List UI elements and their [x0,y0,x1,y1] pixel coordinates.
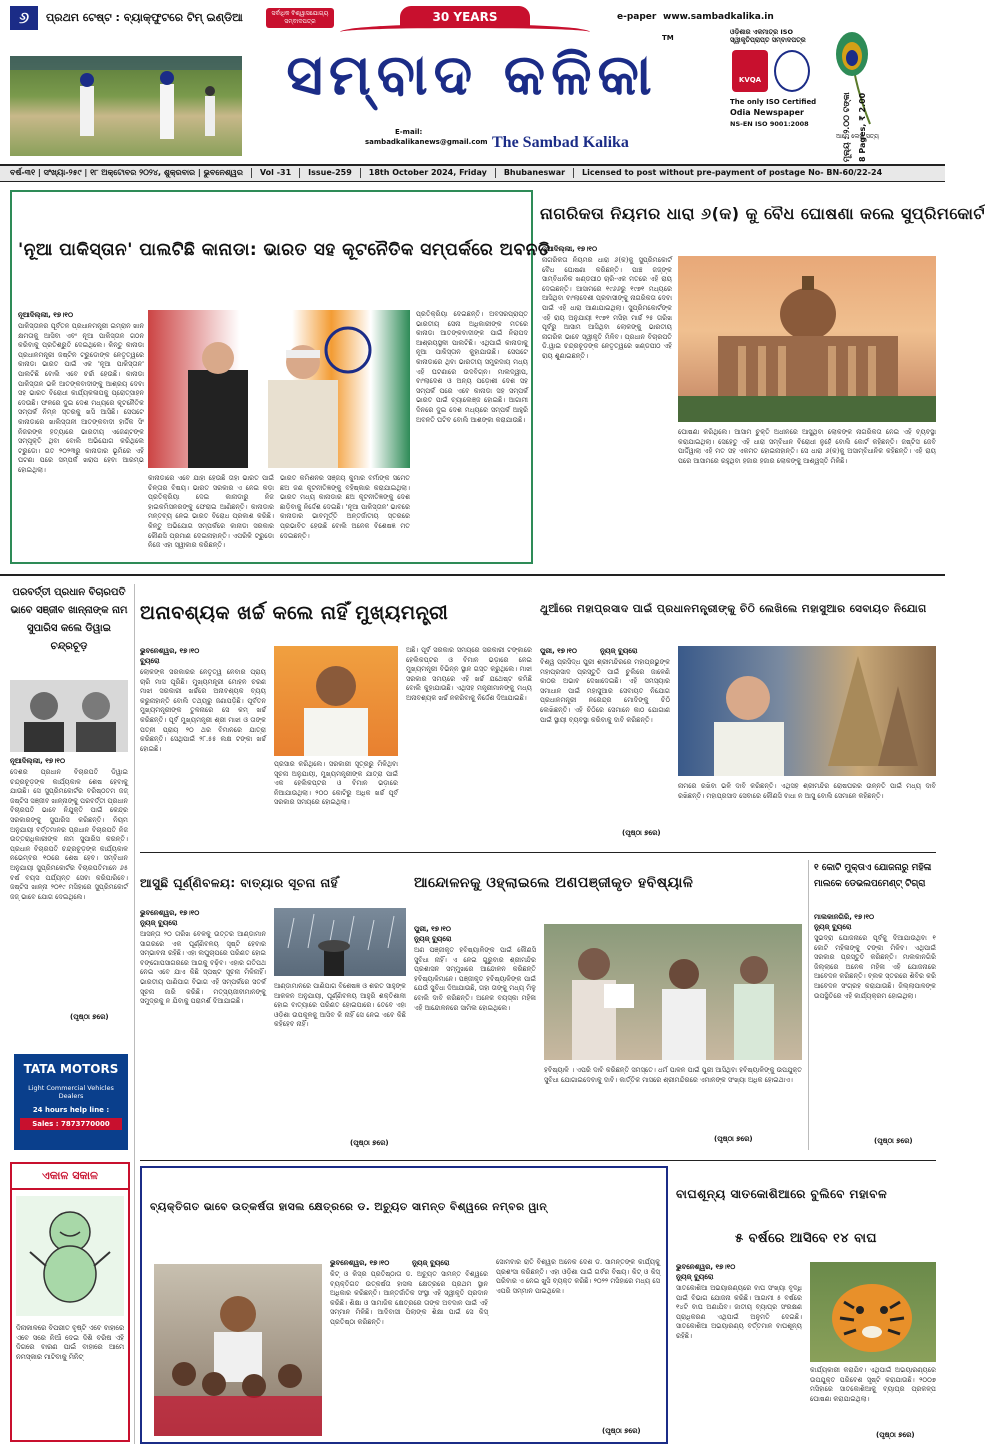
cji-headline: ପରବର୍ତ୍ତୀ ପ୍ରଧାନ ବିଚାରପତି ଭାବେ ସଞ୍ଜୀବ ଖାନ୍ନାଙ୍କ ନାମ ସୁପାରିସ କଲେ ଡିୱାଇ ଚନ୍ଦ୍ରଚୂଡ଼ [10,587,128,652]
cyclone-bureau: ନ୍ୟୁଜ୍ ବ୍ୟୁରୋ [140,919,178,927]
section-divider-3 [140,1160,936,1161]
section-divider [0,574,945,576]
iso-odia: ଓଡ଼ିଶାର ଏକମାତ୍ର ISO ସ୍ୱୀକୃତିପ୍ରାପ୍ତ ସମ୍ବାଦପତ୍ର [730,28,806,44]
puri-bureau: ନ୍ୟୁଜ୍ ବ୍ୟୁରୋ [600,647,638,655]
cm-bureau: ବ୍ୟୁରୋ [140,657,160,665]
women-body: ସୁଭଦ୍ରା ଯୋଜନାରେ ପୂର୍ବକୁ ଦିଆଯାଉଥିବା ୧ କୋଟି ମହିଳାଙ୍କୁ ଟଙ୍କା ମିଳିବ। ଏଥିପାଇଁ ସରକାର ପ୍ରସ୍ତୁତି କରିଛନ୍ତି। ମାଲକାନଗିରି ଜିଲ୍ଲାରେ ଅନେକ ମହିଳା ଏହି ଯୋଜନାରେ ଆବେଦନ କରିଛନ୍ତି। ବ୍ଲକ ସ୍ତରରେ ଶିବିର କରି ଆବେଦନ ସଂଗ୍ରହ କରାଯାଉଛି। ଜିଲ୍ଲାପାଳଙ୍କ ଉପସ୍ଥିତିରେ ଏହି କାର୍ଯ୍ୟକ୍ରମ ହୋଇଥିଲା। [814,934,936,1000]
cyclone-col2: ଆଣ୍ଡାମାନରେ ପାଣିପାଗ ବିଶେଷଜ୍ଞ ଓ ଶରତ ସାହୁଙ୍କ ଆକଳନ ଅନୁଯାୟୀ, ଘୂର୍ଣ୍ଣିବଳୟ ଆହୁରି ଶକ୍ତିଶାଳୀ ହୋଇ ବାତ୍ୟାରେ ପରିଣତ ହୋଇପାରେ। ତେବେ ଏହା ଓଡ଼ିଶା ଉପକୂଳକୁ ଆସିବ କି ନାହିଁ ସେ ନେଇ ଏବେ କିଛି କହିହେବ ନାହିଁ। [274,982,406,1029]
tiger-continued: (ପୃଷ୍ଠା ୭ରେ) [876,1431,915,1439]
canada-col3: ଭାରତ କମିଶନର ସଞ୍ଜୟ କୁମାର ବର୍ମାଙ୍କ ସମେତ ଛଅ ଜଣ କୂଟନୀତିଜ୍ଞଙ୍କୁ ବହିଷ୍କାର କରାଯାଇଥିଲା। ଭାରତ ମଧ୍ୟ କାନାଡାର ଛଅ କୂଟନୀତିଜ୍ଞଙ୍କୁ ଦେଶ ଛାଡ଼ିବାକୁ ନିର୍ଦ୍ଦେଶ ଦେଇଛି। 'ନୂଆ ପାକିସ୍ତାନ' ଭାବରେ କାନାଡାର ଭାବମୂର୍ତ୍ତି ଅନ୍ତର୍ଜାତୀୟ ସ୍ତରରେ ପ୍ରଭାବିତ ହେଉଛି ବୋଲି ଅନେକ ବିଶେଷଜ୍ଞ ମତ ଦେଇଛନ୍ତି। [280,474,410,540]
chief-minister-photo [274,646,398,756]
iso-line1: The only ISO Certified [730,98,817,106]
cm-article [140,584,532,844]
tiger-dateline: ଭୁବନେଶ୍ୱର, ୧୭।୧୦ [676,1263,736,1271]
protest-bureau: ନ୍ୟୁଜ୍ ବ୍ୟୁରୋ [414,935,452,943]
tata-sales: Sales : 7873770000 [20,1118,122,1130]
kvqa-logo [732,50,768,92]
protest-photo [544,924,802,1060]
tiger-bureau: ନ୍ୟୁଜ୍ ବ୍ୟୁରୋ [676,1273,714,1281]
protest-dateline: ପୁରୀ, ୧୭।୧୦ [414,925,451,933]
cji-continued: (ପୃଷ୍ଠା ୭ରେ) [70,1013,109,1021]
pages-label: 8 Pages, ₹ 2.00 [858,92,867,162]
email-label: E-mail: [395,128,423,136]
red-arc [340,24,590,40]
puri-mahaprasad-article [540,584,936,844]
issue-date: 18th October 2024, Friday [368,168,487,177]
column-rule [134,584,135,1444]
tata-brand: TATA MOTORS [23,1062,119,1076]
epaper-label: e-paper [617,12,657,22]
sc-col2: ଘୋଷଣା କରିଥିଲେ। ଆସାମ ଚୁକ୍ତି ଅଧୀନରେ ଆସୁଥିବା ଲୋକଙ୍କ ନାଗରିକତା ନେଇ ଏହି ବ୍ୟବସ୍ଥା କରାଯାଇଥିଲା। ସେହେତୁ ଏହି ଧାରା ସମ୍ବିଧାନ ବିରୋଧୀ ନୁହେଁ ବୋଲି କୋର୍ଟ କହିଛନ୍ତି। ଜଷ୍ଟିସ ଜେବି ପାର୍ଦ୍ଦିୱାଲା ଏହି ମତ ସହ ଏକମତ ହୋଇନାହାନ୍ତି। ସେ ଧାରା ୬(କ)କୁ ଅସାମ୍ବିଧାନିକ କହିଛନ୍ତି। ଏହି ରାୟ ପରେ ଆସାମରେ ରହୁଥିବା ହଜାର ହଜାର ଲୋକଙ୍କୁ ଆଶ୍ୱସ୍ତି ମିଳିଛି। [678,428,936,465]
masthead [0,0,945,162]
tiger-article [676,1166,936,1444]
city: Bhubaneswar [503,168,566,177]
protest-col1: ଅଣ ପଞ୍ଜୀକୃତ ହବିଷ୍ୟାଳିଙ୍କ ପାଇଁ କୌଣସି ସୁବିଧା ନାହିଁ। ଏ ନେଇ ଗୁରୁବାର ଶ୍ରୀମନ୍ଦିର ପ୍ରଶାସନ ସମ୍ମୁଖରେ ଆନ୍ଦୋଳନ କରିଛନ୍ତି ହବିଷ୍ୟାଳିମାନେ। ପଞ୍ଜୀକୃତ ହବିଷ୍ୟାଳିଙ୍କ ପାଇଁ ଯେଉଁ ସୁବିଧା ଦିଆଯାଉଛି, ତାହା ତାଙ୍କୁ ମଧ୍ୟ ମିଳୁ ବୋଲି ଦାବି କରିଛନ୍ତି। ଅନେକ ବୟସ୍କା ମହିଳା ଏହି ଆନ୍ଦୋଳନରେ ସାମିଲ ହୋଇଥିଲେ। [414,946,536,1012]
protest-col2: ହବିଷ୍ୟାଳି । ଏପରି ଦାବି କରିଛନ୍ତି ସମସ୍ତେ। ଧର୍ମ ପାଳନ ପାଇଁ ପୁରୀ ଆସିଥିବା ହବିଷ୍ୟାଳିଙ୍କୁ ଉପଯୁକ୍ତ ସୁବିଧା ଯୋଗାଇଦେବାକୁ ଦାବି। କାର୍ତ୍ତିକ ମାସରେ ଶ୍ରୀମନ୍ଦିରରେ ଏମାନଙ୍କ ସଂଖ୍ୟା ଅଧିକ ହୋଇଥାଏ। [544,1066,802,1084]
section-divider-2 [140,852,936,853]
cyclone-continued: (ପୃଷ୍ଠା ୭ରେ) [350,1139,389,1147]
cricket-photo [10,56,242,156]
protest-headline: ଆନ୍ଦୋଳନକୁ ଓହ୍ଲାଇଲେ ଅଣପଞ୍ଜୀକୃତ ହବିଷ୍ୟାଳି [414,875,694,891]
puri-col2: ନାମରେ ରଖିବା ଭଳି ଦାବି କରିଛନ୍ତି। ଏଥିସହ ଶ୍ରୀମନ୍ଦିର ରୋଷଘରର ଉନ୍ନତି ପାଇଁ ମଧ୍ୟ ଦାବି ରଖିଛନ୍ତି। ମହାପ୍ରସାଦ ସେବାରେ କୌଣସି ବାଧା ନ ଆସୁ ବୋଲି ସେମାନେ କହିଛନ୍ତି। [678,782,936,800]
ekal-sakal-cartoon [10,1162,130,1442]
achyuta-col2: ସୋମବାର ରାତି ବିଶ୍ୱର ଅନେକ ଦେଶ ଡ. ସାମନ୍ତଙ୍କ କାର୍ଯ୍ୟକୁ ପ୍ରଶଂସା କରିଛନ୍ତି। ଏହା ଓଡ଼ିଶା ପାଇଁ ଗର୍ବର ବିଷୟ। କିଟ୍ ଓ କିସ୍ ପରିବାର ଏ ନେଇ ଖୁସି ବ୍ୟକ୍ତ କରିଛି। ୨୦୨୨ ମସିହାରେ ମଧ୍ୟ ସେ ଏପରି ସମ୍ମାନ ପାଇଥିଲେ। [496,1258,660,1295]
tiger-photo [810,1262,936,1362]
cm-col3: ଅଛି। ପୂର୍ବ ସରକାର ସମୟରେ ସରକାରୀ ଟଙ୍କାରେ ହେଲିକପ୍ଟର ଓ ବିମାନ ଭଡ଼ାରେ ନେଇ ମୁଖ୍ୟମନ୍ତ୍ରୀ ବିଭିନ୍ନ ସ୍ଥାନ ଗସ୍ତ କରୁଥିଲେ। ମାଝୀ ସରକାର ସମୟରେ ଏହି ଖର୍ଚ୍ଚ ଯଥେଷ୍ଟ କମିଛି ବୋଲି କୁହାଯାଉଛି। ଏଥିସହ ମନ୍ତ୍ରୀମାନଙ୍କୁ ମଧ୍ୟ ଅନାବଶ୍ୟକ ଖର୍ଚ୍ଚ ନକରିବାକୁ ନିର୍ଦ୍ଦେଶ ଦିଆଯାଇଛି। [406,646,532,702]
puri-headline: ଥୁଆଁରେ ମହାପ୍ରସାଦ ପାଇଁ ପ୍ରଧାନମନ୍ତ୍ରୀଙ୍କୁ ଚିଠି ଲେଖିଲେ ମହାସୁଆର ସେବାୟତ ନିଯୋଗ [540,603,927,615]
supreme-court-photo [678,256,936,422]
achyuta-dateline: ଭୁବନେଶ୍ୱର, ୧୭।୧୦ [330,1259,390,1267]
motto: ଆମେ ଲେଖୁ ସତ୍ୟ [836,133,879,140]
women-continued: (ପୃଷ୍ଠା ୭ରେ) [874,1137,913,1145]
cartoon-caption: ଦିନାକାଳରେ ବିପରୀତ ବୃଷ୍ଟି ଏବେ ବାହାରେ ଏବେ ସରେ ନିଆଁ ଦେଇ ଦିଶି ବରିଷ ଏହି ଦିଗରେ ବାରଣ ପାଇଁ ବାହାରେ ଆମେ ନମସ୍କାର ମାଟିବାକୁ ମିନିଟ୍ [16,1324,124,1361]
cm-col2: ପ୍ରସାର କରିଥିଲେ। ସରକାରୀ ସୂତ୍ରରୁ ମିଳିଥିବା ସୂଚନା ଅନୁଯାୟୀ, ମୁଖ୍ୟମନ୍ତ୍ରୀଙ୍କ ଯାତ୍ରା ପାଇଁ ଏକ ହେଲିକପ୍ଟର ଓ ବିମାନ ଭଡ଼ାରେ ନିଆଯାଉଥିଲା। ୨୦୦ କୋଟିରୁ ଅଧିକ ଖର୍ଚ୍ଚ ପୂର୍ବ ସରକାର ସମୟରେ ହୋଇଥିଲା। [274,760,398,807]
canada-article [10,190,551,564]
price-label: ମୂଲ୍ୟ : ୨.୦୦ ଟଙ୍କା [842,92,851,162]
issue-number: Issue-259 [308,168,352,177]
canada-dateline: ନୂଆଦିଲ୍ଲୀ, ୧୭।୧୦ [18,311,74,319]
rain-photo [274,908,406,976]
cm-headline: ଅନାବଶ୍ୟକ ଖର୍ଚ୍ଚ କଲେ ନାହିଁ ମୁଖ୍ୟମନ୍ତ୍ରୀ [140,602,449,624]
puri-col1: ବିଶ୍ୱ ପ୍ରସିଦ୍ଧ ପୁରୀ ଶ୍ରୀମନ୍ଦିରରେ ମହାପ୍ରଭୁଙ୍କ ମହାପ୍ରସାଦ ପ୍ରସ୍ତୁତି ପାଇଁ ଚୁଲିରେ ଜାଳେଣି କାଠର ଅଭାବ ଦେଖାଦେଇଛି। ଏହି ସମସ୍ୟାର ସମାଧାନ ପାଇଁ ମହାସୁଆର ସେବାୟତ ନିଯୋଗ ପ୍ରଧାନମନ୍ତ୍ରୀ ନରେନ୍ଦ୍ର ମୋଦିଙ୍କୁ ଚିଠି ଲେଖିଛନ୍ତି। ଏହି ଚିଠିରେ ସେମାନେ କାଠ ଯୋଗାଣ ପାଇଁ ସ୍ଥାୟୀ ବ୍ୟବସ୍ଥା କରିବାକୁ ଦାବି କରିଛନ୍ତି। [540,658,670,724]
tata-motors-ad[interactable] [14,1054,128,1150]
women-dateline: ମାଲକାନଗିରି, ୧୭।୧୦ [814,913,875,921]
supreme-court-article [540,190,985,564]
trademark: TM [662,34,674,42]
nab-logo [774,50,810,92]
odia-issue-info: ବର୍ଷ-୩୧ | ସଂଖ୍ୟା-୨୫୯ | ୧୮ ଅକ୍ଟୋବର ୨୦୨୪, ଶୁକ୍ରବାର | ଭୁବନେଶ୍ୱର [10,168,243,177]
students-photo [154,1264,322,1436]
anniversary-badge: 30 YEARS [400,6,530,28]
page-number: ୬ [10,6,38,30]
canada-col1: ପାକିସ୍ତାନର ପୂର୍ବତନ ପ୍ରଧାନମନ୍ତ୍ରୀ ଇମ୍ରାନ ଖାନ କ୍ଷମତାକୁ ଆସିବା ଏବଂ ନୂଆ ପାକିସ୍ତାନ ଗଠନ କରିବାକୁ ପ୍ରତିଶ୍ରୁତି ଦେଇଥିଲେ। କିନ୍ତୁ କାନାଡା ପ୍ରଧାନମନ୍ତ୍ରୀ ଜଷ୍ଟିନ ଟ୍ରୁଡୋଙ୍କ ନେତୃତ୍ୱରେ କାନାଡା ଭାରତ ପାଇଁ ଏକ 'ନୂଆ ପାକିସ୍ତାନ' ପାଲଟିଛି ବୋଲି ଏବେ ଚର୍ଚ୍ଚା ହେଉଛି। କାନାଡା ପାକିସ୍ତାନ ଭଳି ଆତଙ୍କବାଦୀଙ୍କୁ ଆଶ୍ରୟ ଦେବା ସହ ଭାରତ ବିରୋଧୀ କାର୍ଯ୍ୟକଳାପକୁ ପ୍ରୋତ୍ସାହନ ଦେଉଛି। ଫଳରେ ଦୁଇ ଦେଶ ମଧ୍ୟରେ କୂଟନୈତିକ ସମ୍ପର୍କ ନିମ୍ନ ସ୍ତରକୁ ଖସି ଆସିଛି। ସେପଟେ କାନାଡାରେ ଖାଲିସ୍ତାନୀ ଆତଙ୍କବାଦୀ ହାର୍ଦ୍ଦିକ ସିଂ ନିଜରଙ୍କ ହତ୍ୟାରେ ଭାରତୀୟ ଏଜେଣ୍ଟଙ୍କ ସମ୍ପୃକ୍ତି ଥିବା ବୋଲି ଅଭିଯୋଗ କରିଥିଲେ ଟ୍ରୁଡୋ। ଗତ ୨୦୨୩ରୁ କାନାଡାର ଭୂମିରେ ଏହି ଘଟଣା ପରେ ସମ୍ପର୍କ ଖରାପ ହେବା ଆରମ୍ଭ ହୋଇଥିଲା। [18,322,144,474]
cji-article [10,584,130,1024]
tata-line1: Light Commercial Vehicles [28,1084,114,1092]
achyuta-headline: ବ୍ୟକ୍ତିଗତ ଭାବେ ଉତ୍କର୍ଷତା ହାସଲ କ୍ଷେତ୍ରରେ ଡ. ଅଚ୍ୟୁତ ସାମନ୍ତ ବିଶ୍ୱରେ ନମ୍ବର ୱାନ୍ [150,1201,548,1213]
email-address: sambadkalikanews@gmail.com [365,138,488,146]
canada-col2: କାନାଡାରେ ଏବେ ଯାହା ହେଉଛି ତାହା ଭାରତ ପାଇଁ ଚିନ୍ତାର ବିଷୟ। ଭାରତ ସରକାର ଏ ନେଇ କଡ଼ା ପ୍ରତିକ୍ରିୟା ଦେଇ କାନାଡାରୁ ନିଜ ହାଇକମିସନରଙ୍କୁ ଫେରାଇ ଆଣିଛନ୍ତି। କାନାଡାର ମନ୍ତବ୍ୟ ନେଇ ଭାରତ ବିରୋଧ ପ୍ରକାଶ କରିଛି। କିନ୍ତୁ ଅଭିଯୋଗ ସମ୍ପର୍କରେ କାନାଡା ସରକାର କୌଣସି ପ୍ରମାଣ ଦେଇନାହାନ୍ତି। ଏପରିକି ଟ୍ରୁଡୋ ନିଜେ ଏହା ସ୍ୱୀକାର କରିଛନ୍ତି। [148,474,274,550]
canada-headline: 'ନୂଆ ପାକିସ୍ତାନ' ପାଲଟିଛି କାନାଡା: ଭାରତ ସହ କୂଟନୈତିକ ସମ୍ପର୍କରେ ଅବନତି [18,240,551,260]
tiger-subhead: ୫ ବର୍ଷରେ ଆସିବେ ୧୪ ବାଘ [735,1231,877,1246]
tata-helpline: 24 hours help line : [32,1106,110,1114]
puri-dateline: ପୁରୀ, ୧୭।୧୦ [540,647,577,655]
cm-dateline: ଭୁବନେଶ୍ୱର, ୧୭।୧୦ [140,647,200,655]
cyclone-article [140,860,406,1150]
tagline-badge: ସର୍ବାଧିକ ବିଶ୍ୱାସଯୋଗ୍ୟ ସମ୍ବାଦପତ୍ର [266,8,334,28]
achyuta-col1: କିଟ୍ ଓ କିସ୍‌ର ପ୍ରତିଷ୍ଠାତା ଡ. ଅଚ୍ୟୁତ ସାମନ୍ତ ବିଶ୍ୱରେ ବ୍ୟକ୍ତିଗତ ଉତ୍କର୍ଷତା ହାସଲ କ୍ଷେତ୍ରରେ ପ୍ରଥମ ସ୍ଥାନ ଅଧିକାର କରିଛନ୍ତି। ଆନ୍ତର୍ଜାତିକ ସଂସ୍ଥା ଏହି ସ୍ୱୀକୃତି ପ୍ରଦାନ କରିଛି। ଶିକ୍ଷା ଓ ସାମାଜିକ କ୍ଷେତ୍ରରେ ତାଙ୍କ ଅବଦାନ ପାଇଁ ଏହି ସମ୍ମାନ ମିଳିଛି। ଆଦିବାସୀ ପିଲାଙ୍କ ଶିକ୍ଷା ପାଇଁ ସେ କିସ୍ ପ୍ରତିଷ୍ଠା କରିଛନ୍ତି। [330,1270,488,1326]
tiger-col1: ସାତକୋଶିଆ ଅଭୟାରଣ୍ୟରେ ବାଘ ସଂଖ୍ୟା ବୃଦ୍ଧି ପାଇଁ ବିଭାଗ ଯୋଜନା କରିଛି। ଆଗାମୀ ୫ ବର୍ଷରେ ୧୪ଟି ବାଘ ଅଣାଯିବ। ଜାତୀୟ ବ୍ୟାଘ୍ର ସଂରକ୍ଷଣ ପ୍ରାଧିକରଣ ଏଥିପାଇଁ ଅନୁମତି ଦେଇଛି। ସାତକୋଶିଆ ଅଭୟାରଣ୍ୟ ବର୍ତ୍ତମାନ ବାଘଶୂନ୍ୟ ରହିଛି। [676,1284,802,1340]
modi-temple-photo [678,646,936,776]
postal-license: Licensed to post without pre-payment of postage No- BN-60/22-24 [582,168,883,177]
english-name: The Sambad Kalika [492,134,629,151]
trudeau-modi-photo [148,310,410,468]
puri-continued: (ପୃଷ୍ଠା ୭ରେ) [622,829,661,837]
achyuta-continued: (ପୃଷ୍ଠା ୭ରେ) [602,1427,641,1435]
website-link[interactable]: www.sambadkalika.in [663,12,774,22]
sc-dateline: ନୂଆଦିଲ୍ଲୀ, ୧୭।୧୦ [542,245,598,253]
achyuta-samanta-article [140,1166,668,1444]
achyuta-bureau: ନ୍ୟୁଜ୍ ବ୍ୟୁରୋ [412,1259,450,1267]
protest-continued: (ପୃଷ୍ଠା ୭ରେ) [714,1135,753,1143]
tiger-headline: ବାଘଶୂନ୍ୟ ସାତକୋଶିଆରେ ବୁଲିବେ ମହାବଳ [676,1187,888,1201]
peacock-feather-icon [830,26,880,126]
iso-line3: NS-EN ISO 9001:2008 [730,120,809,128]
cji-dateline: ନୂଆଦିଲ୍ଲୀ, ୧୭।୧୦ [10,757,66,765]
cartoon-drawing [16,1196,124,1316]
women-headline: ୧ କୋଟି ମୁକ୍ତାଏ ଯୋଜନାରୁ ମହିଳା ମାଲକେ ଡେଭଲପମେଣ୍ଟ୍ ଟିଗ୍ରା [814,863,932,889]
brief-headline: ପ୍ରଥମ ଟେଷ୍ଟ : ବ୍ୟାକ୍‌ଫୁଟରେ ଟିମ୍ ଇଣ୍ଡିଆ [46,11,243,24]
cyclone-dateline: ଭୁବନେଶ୍ୱର, ୧୭।୧୦ [140,909,200,917]
women-scheme-article [814,860,936,1150]
sc-headline: ନାଗରିକତା ନିୟମର ଧାରା ୬(କ) କୁ ବୈଧ ଘୋଷଣା କଲେ ସୁପ୍ରିମକୋର୍ଟ [540,204,985,223]
cm-col1: ଲୋକଙ୍କ ସରକାରର ନେତୃତ୍ୱ ନେବାର ପ୍ରାୟ ଚାରି ମାସ ପୂରିଛି। ମୁଖ୍ୟମନ୍ତ୍ରୀ ମୋହନ ଚରଣ ମାଝୀ ସରକାରୀ ଖର୍ଚ୍ଚରେ ଅନାବଶ୍ୟକ ବ୍ୟୟ କରୁନାହାନ୍ତି ବୋଲି ତଥ୍ୟରୁ ଜଣାପଡ଼ିଛି। ପୂର୍ବତନ ମୁଖ୍ୟମନ୍ତ୍ରୀଙ୍କ ତୁଳନାରେ ସେ କମ୍ ଖର୍ଚ୍ଚ କରିଛନ୍ତି। ପୂର୍ବ ମୁଖ୍ୟମନ୍ତ୍ରୀ ଶ୍ରୀ ମାଝୀ ଓ ତାଙ୍କ ପତ୍ନୀ ପ୍ରାୟ ୨୦ ଥର ବିମାନରେ ଯାତ୍ରା କରିଛନ୍ତି। ସେଥିପାଇଁ ୨୮.୫୫ ଲକ୍ଷ ଟଙ୍କା ଖର୍ଚ୍ଚ ହୋଇଛି। [140,668,266,753]
tiger-col2: କାର୍ଯ୍ୟକାରୀ କରାଯିବ। ଏଥିପାଇଁ ଅଭୟାରଣ୍ୟରେ ଉପଯୁକ୍ତ ପରିବେଶ ସୃଷ୍ଟି କରାଯାଉଛି। ୨୦୦୭ ମସିହାରେ ସାତକୋଶିଆକୁ ବ୍ୟାଘ୍ର ପ୍ରକଳ୍ପ ଘୋଷଣା କରାଯାଇଥିଲା। [810,1366,936,1403]
cyclone-headline: ଆସୁଛି ଘୂର୍ଣ୍ଣିବଳୟ: ବାତ୍ୟାର ସୂଚନା ନାହିଁ [140,876,339,890]
column-rule-2 [808,860,809,1150]
volume: Vol -31 [259,168,292,177]
issue-info-bar [0,164,945,182]
women-bureau: ନ୍ୟୁଜ୍ ବ୍ୟୁରୋ [814,923,852,931]
cji-photo [10,680,128,752]
tata-line2: Dealers [58,1092,84,1100]
iso-line2: Odia Newspaper [730,108,804,117]
cyclone-col1: ଆସନ୍ତା ୨୦ ତାରିଖ ବେଳକୁ ଉତ୍ତର ଆଣ୍ଡାମାନ ସାଗରରେ ଏକ ଘୂର୍ଣ୍ଣିବଳୟ ସୃଷ୍ଟି ହେବାର ସମ୍ଭାବନା ରହିଛି। ଏହା ଲଘୁଚାପରେ ପରିଣତ ହୋଇ ବଙ୍ଗୋପସାଗରରେ ଆଗକୁ ବଢ଼ିବ। ଏହାର ଗତିପଥ ନେଇ ଏବେ ଯାଏ କିଛି ସ୍ପଷ୍ଟ ସୂଚନା ମିଳିନାହିଁ। ଭାରତୀୟ ପାଣିପାଗ ବିଭାଗ ଏହି ସମ୍ପର୍କରେ ସତର୍କ ସୂଚନା ଜାରି କରିଛି। ମତ୍ସ୍ୟଜୀବୀମାନଙ୍କୁ ସମୁଦ୍ରକୁ ନ ଯିବାକୁ ପରାମର୍ଶ ଦିଆଯାଇଛି। [140,930,266,1006]
cartoon-title: ଏକାଳ ସକାଳ [12,1164,128,1190]
cji-body: ଦେଶର ପ୍ରଧାନ ବିଚାରପତି ଡିୱାଇ ଚନ୍ଦ୍ରଚୂଡ଼ଙ୍କ କାର୍ଯ୍ୟକାଳ ଶେଷ ହେବାକୁ ଯାଉଛି। ସେ ସୁପ୍ରିମକୋର୍ଟର ବରିଷ୍ଠତମ ଜଜ୍ ଜଷ୍ଟିସ ସଞ୍ଜୀବ ଖାନ୍ନାଙ୍କୁ ପରବର୍ତ୍ତୀ ପ୍ରଧାନ ବିଚାରପତି ଭାବେ ନିଯୁକ୍ତି ପାଇଁ କେନ୍ଦ୍ର ସରକାରଙ୍କୁ ସୁପାରିସ କରିଛନ୍ତି। ନିୟମ ଅନୁଯାୟୀ ବର୍ତ୍ତମାନର ପ୍ରଧାନ ବିଚାରପତି ନିଜ ଉତ୍ତରାଧିକାରୀଙ୍କ ନାମ ସୁପାରିସ କରନ୍ତି। ପ୍ରଧାନ ବିଚାରପତି ଚନ୍ଦ୍ରଚୂଡ଼ଙ୍କ କାର୍ଯ୍ୟକାଳ ନଭେମ୍ବର ୧୦ରେ ଶେଷ ହେବ। ସମ୍ବିଧାନ ଅନୁଯାୟୀ ସୁପ୍ରିମକୋର୍ଟର ବିଚାରପତିମାନେ ୬୫ ବର୍ଷ ବୟସ ପର୍ଯ୍ୟନ୍ତ ସେବା କରିପାରିବେ। ଜଷ୍ଟିସ ଖାନ୍ନା ୨୦୧୯ ମସିହାରେ ସୁପ୍ରିମକୋର୍ଟ ଜଜ୍ ଭାବେ ଯୋଗ ଦେଇଥିଲେ। [10,768,128,901]
sc-col1: ନାଗରିକତା ନିୟମର ଧାରା ୬(କ)କୁ ସୁପ୍ରିମକୋର୍ଟ ବୈଧ ଘୋଷଣା କରିଛନ୍ତି। ପାଞ୍ଚ ଜଜ୍‌ଙ୍କ ସାମ୍ବିଧାନିକ ଖଣ୍ଡପୀଠ ଚାରି-ଏକ ମତରେ ଏହି ରାୟ ଦେଇଛନ୍ତି। ଆସାମରେ ୧୯୬୬ରୁ ୧୯୭୧ ମଧ୍ୟରେ ଆସିଥିବା ବାଂଲାଦେଶୀ ପ୍ରବାସୀଙ୍କୁ ନାଗରିକତା ଦେବା ପାଇଁ ଏହି ଧାରା ଆଣାଯାଇଥିଲା। ସୁପ୍ରିମକୋର୍ଟଙ୍କ ଏହି ରାୟ ଅନୁଯାୟୀ ୧୯୭୧ ମସିହା ମାର୍ଚ୍ଚ ୨୫ ତାରିଖ ପୂର୍ବରୁ ଆସାମ ଆସିଥିବା ଲୋକଙ୍କୁ ଭାରତୀୟ ନାଗରିକ ଭାବେ ସ୍ୱୀକୃତି ମିଳିବ। ପ୍ରଧାନ ବିଚାରପତି ଡି.ୱାଇ ଚନ୍ଦ୍ରଚୂଡ଼ଙ୍କ ନେତୃତ୍ୱରେ ଖଣ୍ଡପୀଠ ଏହି ରାୟ ଶୁଣାଇଛନ୍ତି। [542,256,672,360]
newspaper-logo: ସମ୍ବାଦ କଳିକା [286,42,658,108]
kvqa-label: KVQA [738,76,762,84]
canada-col4: ପ୍ରତିକ୍ରିୟା ଦେଇଛନ୍ତି। ଅବସରପ୍ରାପ୍ତ ଭାରତୀୟ ସେନା ଅଧିକାରୀଙ୍କ ମତରେ କାନାଡା ଆତଙ୍କବାଦୀଙ୍କ ପାଇଁ ନିରାପଦ ଆଶ୍ରୟସ୍ଥଳୀ ପାଲଟିଛି। ଏଥିପାଇଁ କାନାଡାକୁ ନୂଆ ପାକିସ୍ତାନ କୁହାଯାଉଛି। ସେପଟେ କାନାଡାରେ ଥିବା ଭାରତୀୟ ସମ୍ପ୍ରଦାୟ ମଧ୍ୟ ଏହି ଘଟଣାରେ ଉଦବିଗ୍ନ। ମାଲଦ୍ୱୀପ, ବାଂଲାଦେଶ ଓ ଅନ୍ୟ ପଡ଼ୋଶୀ ଦେଶ ସହ ସମ୍ପର୍କ ପରେ ଏବେ କାନାଡା ସହ ସମ୍ପର୍କ ଭାରତ ପାଇଁ ଚ୍ୟାଲେଞ୍ଜ ହୋଇଛି। ଆଗାମୀ ଦିନରେ ଦୁଇ ଦେଶ ମଧ୍ୟରେ ସମ୍ପର୍କ ଆହୁରି ଅବନତି ଘଟିବ ବୋଲି ଆଶଙ୍କା କରାଯାଉଛି। [416,310,528,424]
protest-article [414,860,802,1150]
